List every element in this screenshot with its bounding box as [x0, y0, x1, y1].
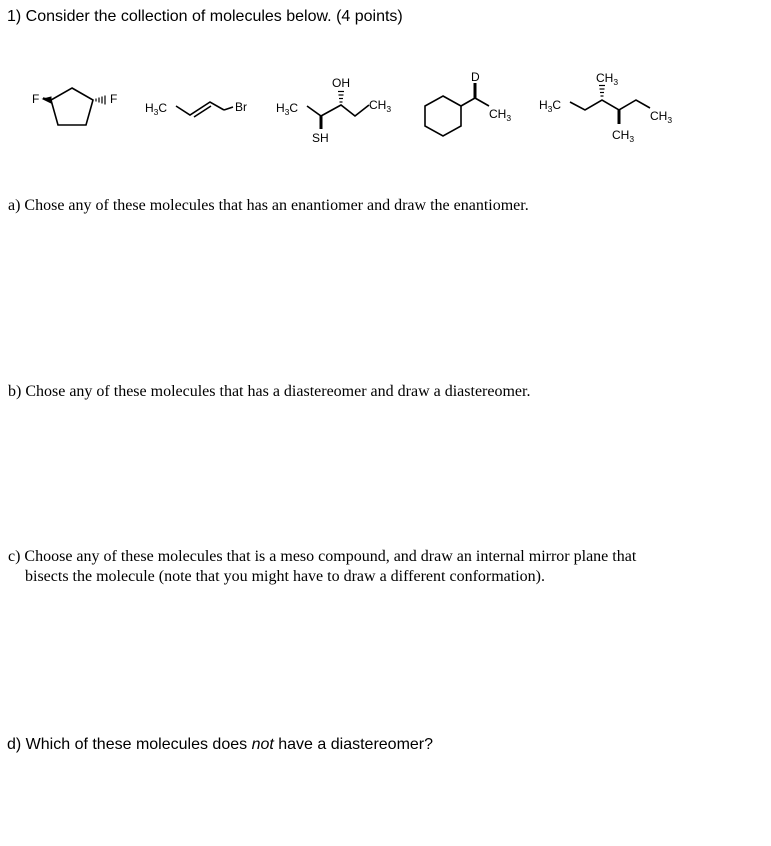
- cyclohexane-ring: [425, 96, 461, 136]
- question-title: 1) Consider the collection of molecules below. (4 points): [7, 8, 403, 25]
- question-part-d: [7, 735, 433, 755]
- question-part-c-line2: bisects the molecule (note that you might have to draw a different conformation).: [25, 568, 545, 585]
- hashed-bond: [96, 96, 105, 105]
- molecule-cyclohexyl-deuterio: [425, 70, 511, 136]
- cyclopentane-ring: [51, 88, 93, 125]
- molecule-hydroxy-thiol: [276, 76, 391, 145]
- question-part-d-emphasis: not: [251, 736, 274, 753]
- molecule-difluorocyclopentane: [32, 88, 117, 125]
- methyl-right-label: $CH_3$: [489, 107, 512, 123]
- methyl-top-label: $CH_3$: [596, 71, 619, 87]
- carbon-chain: [307, 105, 369, 116]
- question-part-d-lead: d) Which of these molecules does: [7, 736, 252, 753]
- thiol-label: SH: [312, 131, 329, 145]
- fluorine-right-label: F: [110, 92, 118, 106]
- fluorine-left-label: F: [32, 92, 40, 106]
- bond: [475, 98, 489, 106]
- hashed-bond: [338, 92, 344, 103]
- methyl-left-label: $H_3C$: [145, 101, 168, 117]
- methyl-bottom-label: $CH_3$: [612, 128, 635, 144]
- bromine-label: Br: [235, 100, 247, 114]
- molecule-dimethyl-chain: [539, 71, 672, 144]
- methyl-left-label: $H_3C$: [539, 98, 562, 114]
- methyl-left-label: $H_3C$: [276, 101, 299, 117]
- methyl-right-label: $CH_3$: [369, 98, 392, 114]
- hashed-bond: [599, 86, 605, 97]
- question-part-c: [8, 547, 636, 587]
- question-part-a: a) Chose any of these molecules that has an enantiomer and draw the enantiomer.: [8, 197, 529, 214]
- methyl-right-label: $CH_3$: [650, 109, 673, 125]
- molecule-structures: [0, 60, 771, 160]
- hydroxyl-label: OH: [332, 76, 350, 90]
- bond: [224, 107, 233, 110]
- molecule-bromobutene: [145, 100, 247, 117]
- bond: [461, 98, 475, 106]
- carbon-chain: [570, 100, 650, 110]
- question-part-b: b) Chose any of these molecules that has a diastereomer and draw a diastereomer.: [8, 383, 531, 400]
- question-part-d-tail: have a diastereomer?: [273, 736, 434, 753]
- deuterium-label: D: [471, 70, 480, 84]
- question-part-c-line1: c) Choose any of these molecules that is a meso compound, and draw an internal mirror plane that: [8, 548, 637, 565]
